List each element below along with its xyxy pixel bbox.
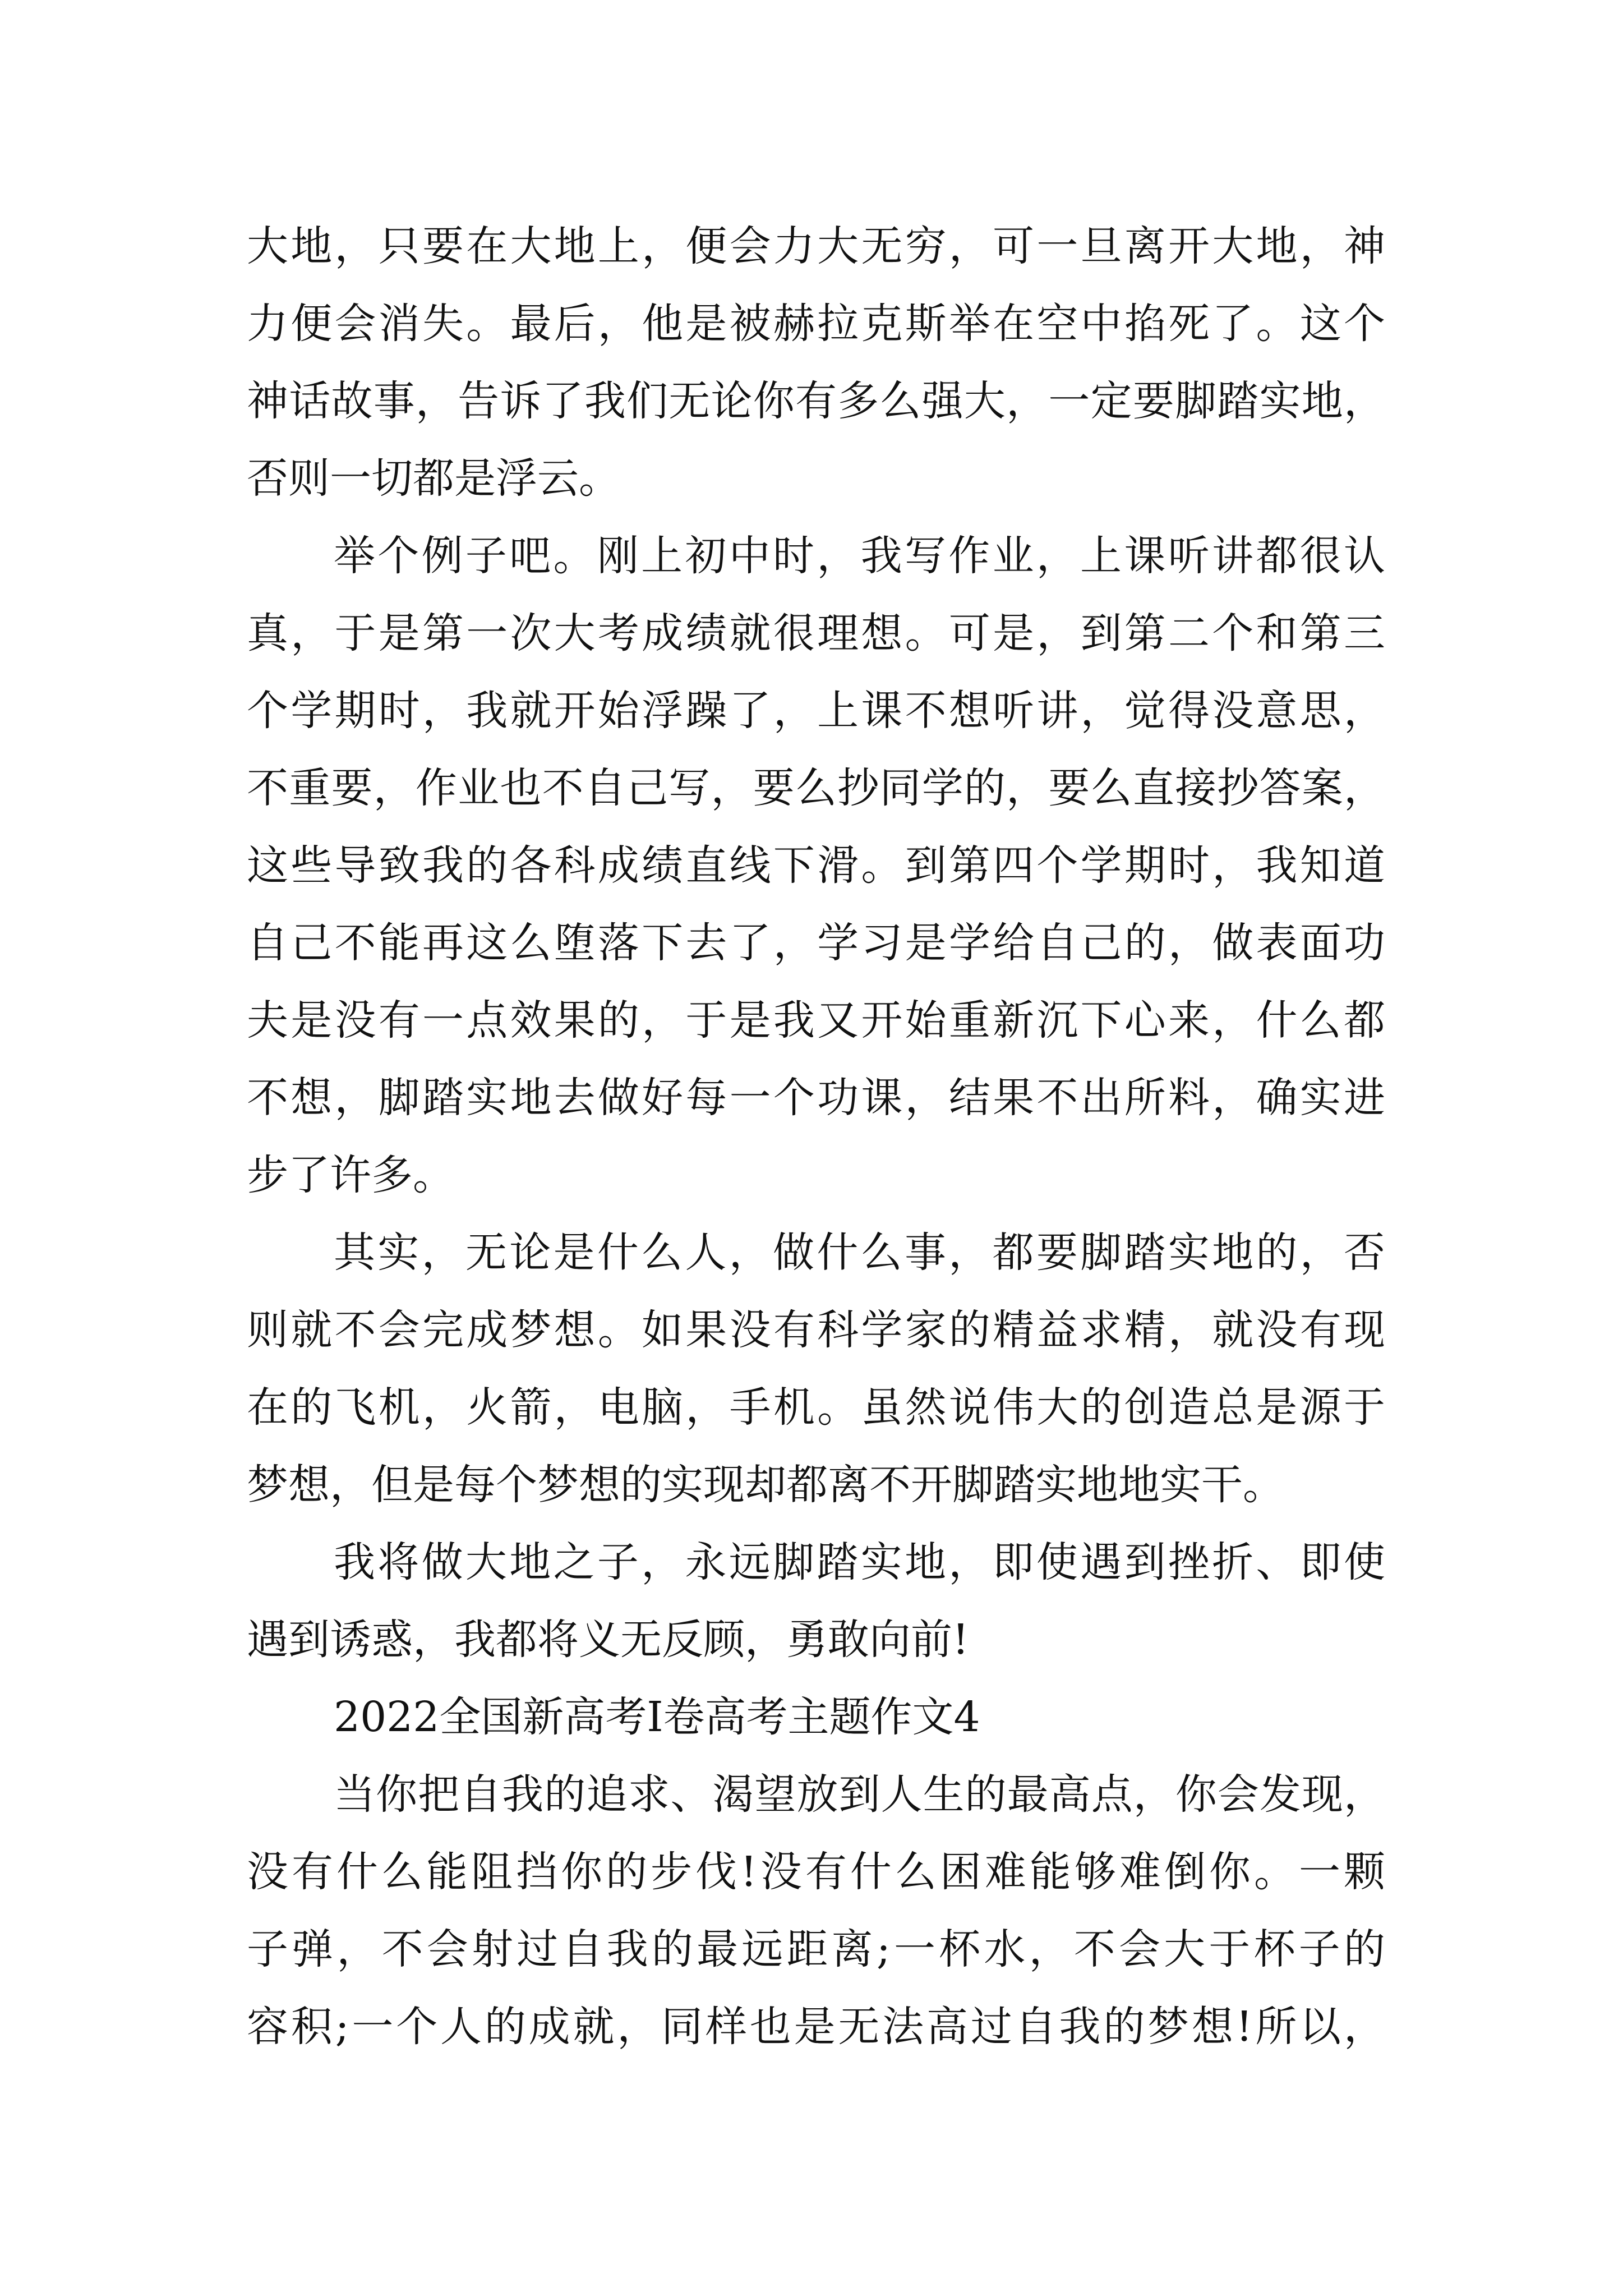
text-line: 夫是没有一点效果的，于是我又开始重新沉下心来，什么都 bbox=[247, 996, 1385, 1045]
paragraph-first-line: 其实，无论是什么人，做什么事，都要脚踏实地的，否 bbox=[334, 1228, 1385, 1277]
text-line: 容积;一个人的成就，同样也是无法高过自我的梦想!所以， bbox=[247, 2003, 1385, 2051]
text-line: 步了许多。 bbox=[247, 1151, 454, 1199]
text-line: 没有什么能阻挡你的步伐!没有什么困难能够难倒你。一颗 bbox=[247, 1848, 1385, 1896]
text-line: 子弹，不会射过自我的最远距离;一杯水，不会大于杯子的 bbox=[247, 1925, 1385, 1973]
paragraph-first-line: 我将做大地之子，永远脚踏实地，即使遇到挫折、即使 bbox=[334, 1538, 1385, 1586]
text-line: 力便会消失。最后，他是被赫拉克斯举在空中掐死了。这个 bbox=[247, 300, 1385, 348]
text-line: 自己不能再这么堕落下去了，学习是学给自己的，做表面功 bbox=[247, 919, 1385, 967]
paragraph-first-line: 举个例子吧。刚上初中时，我写作业，上课听讲都很认 bbox=[334, 532, 1385, 580]
text-line: 遇到诱惑，我都将义无反顾，勇敢向前! bbox=[247, 1616, 969, 1664]
text-line: 这些导致我的各科成绩直线下滑。到第四个学期时，我知道 bbox=[247, 841, 1385, 890]
text-line: 不重要，作业也不自己写，要么抄同学的，要么直接抄答案， bbox=[247, 764, 1385, 812]
text-line: 否则一切都是浮云。 bbox=[247, 454, 620, 503]
text-line: 个学期时，我就开始浮躁了，上课不想听讲，觉得没意思， bbox=[247, 687, 1385, 735]
text-line: 真，于是第一次大考成绩就很理想。可是，到第二个和第三 bbox=[247, 609, 1385, 657]
text-line: 梦想，但是每个梦想的实现却都离不开脚踏实地地实干。 bbox=[247, 1461, 1284, 1509]
text-line: 在的飞机，火箭，电脑，手机。虽然说伟大的创造总是源于 bbox=[247, 1383, 1385, 1432]
text-line: 不想，脚踏实地去做好每一个功课，结果不出所料，确实进 bbox=[247, 1074, 1385, 1122]
essay-text bbox=[247, 208, 1385, 2065]
text-line: 神话故事，告诉了我们无论你有多么强大，一定要脚踏实地， bbox=[247, 377, 1385, 425]
text-line: 则就不会完成梦想。如果没有科学家的精益求精，就没有现 bbox=[247, 1306, 1385, 1354]
text-line: 大地，只要在大地上，便会力大无穷，可一旦离开大地，神 bbox=[247, 222, 1385, 270]
section-heading: 2022全国新高考Ⅰ卷高考主题作文4 bbox=[334, 1693, 980, 1741]
paragraph-first-line: 当你把自我的追求、渴望放到人生的最高点，你会发现， bbox=[334, 1770, 1385, 1819]
